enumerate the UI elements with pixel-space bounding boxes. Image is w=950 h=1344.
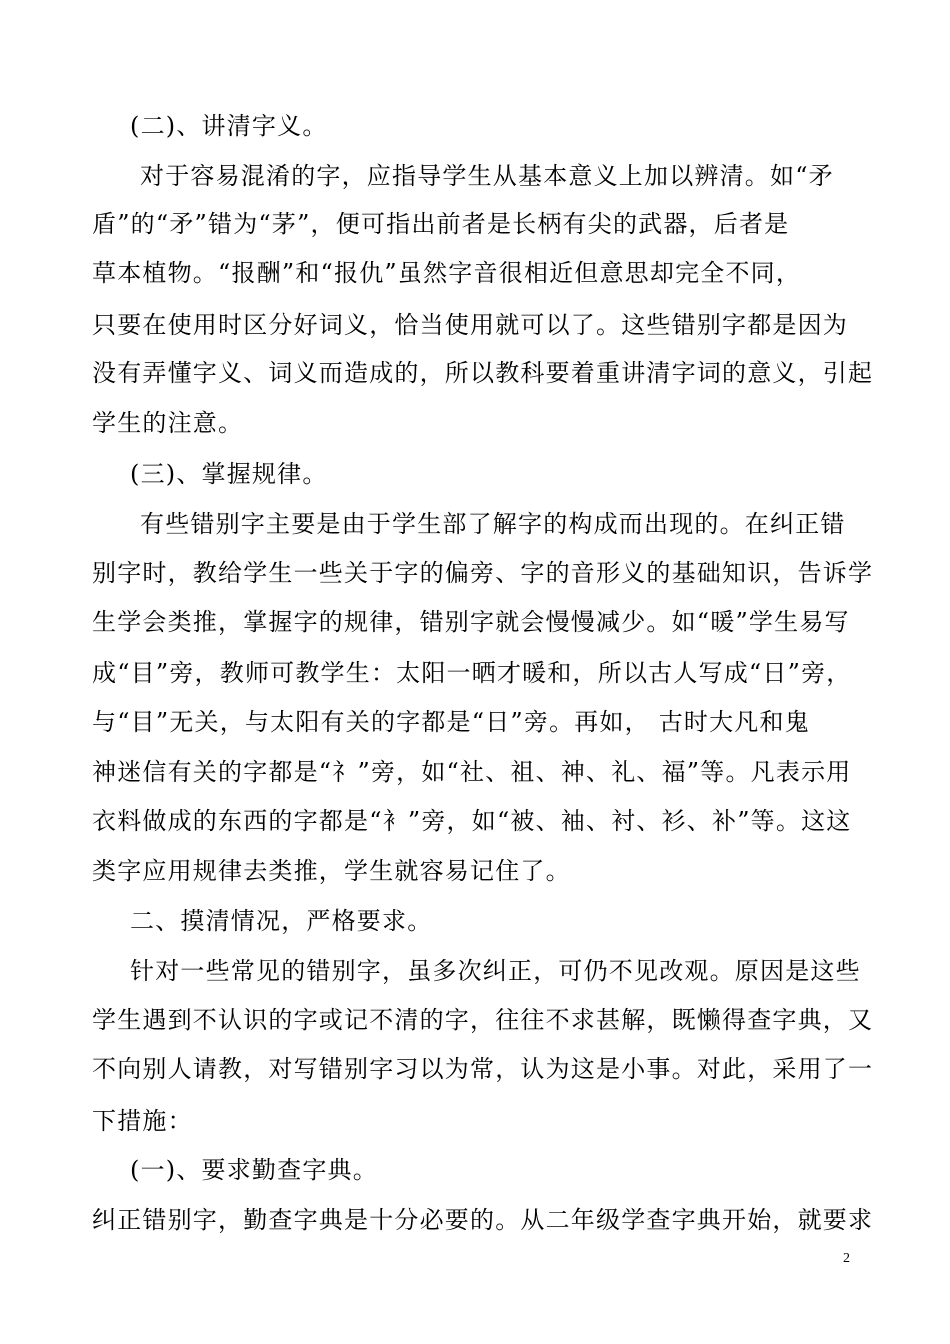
paragraph-line: 没有弄懂字义、词义而造成的，所以教科要着重讲清字词的意义，引起: [92, 359, 874, 387]
paragraph-line: 不向别人请教，对写错别字习以为常，认为这是小事。对此，采用了一: [92, 1055, 874, 1083]
paragraph-line: 衣料做成的东西的字都是“衤”旁，如“被、袖、衬、衫、补”等。这这: [92, 807, 852, 835]
section-heading-2: (二)、讲清字义。: [130, 112, 328, 140]
paragraph-line: 类字应用规律去类推，学生就容易记住了。: [92, 857, 571, 885]
paragraph-line: 与“目”无关，与太阳有关的字都是“日”旁。再如， 古时大凡和鬼: [92, 708, 810, 736]
paragraph-line: 纠正错别字，勤查字典是十分必要的。从二年级学查字典开始，就要求: [92, 1206, 874, 1234]
paragraph-line: 生学会类推，掌握字的规律，错别字就会慢慢减少。如“暖”学生易写: [92, 608, 850, 636]
paragraph-line: 盾”的“矛”错为“茅”，便可指出前者是长柄有尖的武器，后者是: [92, 210, 790, 238]
section-heading-two: 二、摸清情况，严格要求。: [130, 907, 433, 935]
paragraph-line: 针对一些常见的错别字，虽多次纠正，可仍不见改观。原因是这些: [130, 957, 861, 985]
paragraph-line: 成“目”旁，教师可教学生：太阳一晒才暖和，所以古人写成“日”旁，: [92, 659, 852, 687]
paragraph-line: 学生遇到不认识的字或记不清的字，往往不求甚解，既懒得查字典，又: [92, 1006, 874, 1034]
paragraph-line: 学生的注意。: [92, 409, 244, 437]
section-heading-3: (三)、掌握规律。: [130, 460, 328, 488]
paragraph-line: 神迷信有关的字都是“礻”旁，如“社、祖、神、礼、福”等。凡表示用: [92, 758, 852, 786]
paragraph-line: 对于容易混淆的字，应指导学生从基本意义上加以辨清。如“矛: [140, 162, 834, 190]
paragraph-line: 只要在使用时区分好词义，恰当使用就可以了。这些错别字都是因为: [92, 311, 848, 339]
paragraph-line: 别字时，教给学生一些关于字的偏旁、字的音形义的基础知识，告诉学: [92, 559, 874, 587]
paragraph-line: 下措施：: [92, 1107, 193, 1135]
paragraph-line: 有些错别字主要是由于学生部了解字的构成而出现的。在纠正错: [140, 510, 846, 538]
paragraph-line: 草本植物。“报酬”和“报仇”虽然字音很相近但意思却完全不同，: [92, 259, 802, 287]
page-number: 2: [843, 1251, 850, 1266]
section-heading-1: (一)、要求勤查字典。: [130, 1156, 378, 1184]
